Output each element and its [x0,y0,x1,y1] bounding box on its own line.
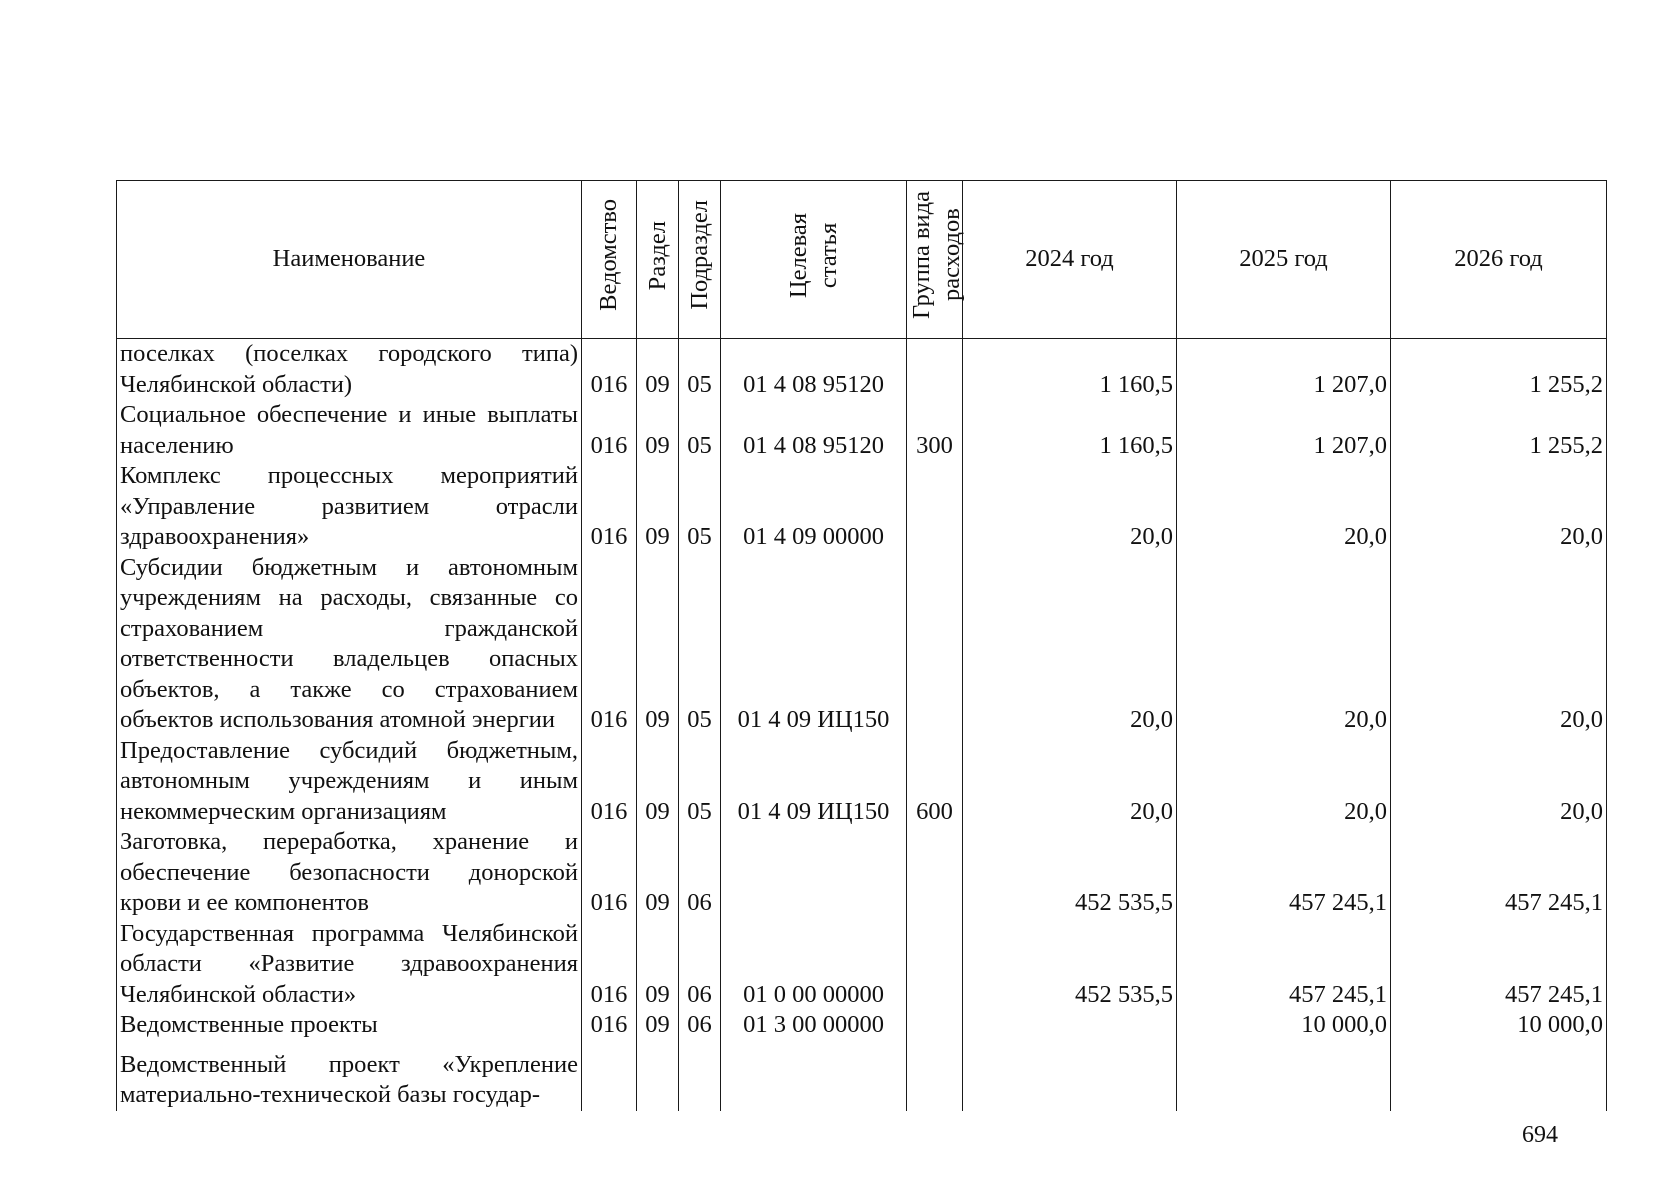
row-2024: 452 535,5 [963,919,1177,1011]
row-2026: 10 000,0 [1391,1010,1607,1041]
row-razdel: 09 [637,827,679,919]
row-podrazdel [679,1041,721,1111]
table-header-row [117,181,1607,339]
row-gruppa: 600 [907,736,963,828]
row-tselevaya: 01 4 09 00000 [721,461,907,553]
table-row [117,827,1607,919]
row-vedomstvo: 016 [582,553,637,736]
table-row [117,553,1607,736]
row-vedomstvo: 016 [582,827,637,919]
row-2026 [1391,1041,1607,1111]
row-2024: 20,0 [963,553,1177,736]
row-gruppa [907,827,963,919]
row-2024: 20,0 [963,461,1177,553]
row-2025: 20,0 [1177,553,1391,736]
row-tselevaya: 01 4 09 ИЦ150 [721,736,907,828]
row-2024: 20,0 [963,736,1177,828]
row-2026: 457 245,1 [1391,827,1607,919]
row-razdel: 09 [637,919,679,1011]
row-2024: 452 535,5 [963,827,1177,919]
row-razdel: 09 [637,1010,679,1041]
row-podrazdel: 05 [679,400,721,461]
row-2024: 1 160,5 [963,400,1177,461]
header-gruppa-vida [907,181,963,339]
row-2024: 1 160,5 [963,339,1177,401]
row-2025: 1 207,0 [1177,339,1391,401]
header-razdel-label: Раздел [643,220,671,290]
row-name: Субсидии бюджетным и автономным учреждениям на расходы, связанные со страхованием гражданской ответственности владельцев опасных объектов, а также со страхованием объектов использования атомной энергии [117,553,582,736]
row-vedomstvo: 016 [582,1010,637,1041]
row-name: Заготовка, переработка, хранение и обеспечение безопасности донорской крови и ее компонентов [117,827,582,919]
row-gruppa: 300 [907,400,963,461]
table-row [117,400,1607,461]
row-vedomstvo: 016 [582,400,637,461]
row-razdel: 09 [637,400,679,461]
row-podrazdel: 06 [679,827,721,919]
row-razdel [637,1041,679,1111]
row-vedomstvo: 016 [582,461,637,553]
row-tselevaya: 01 0 00 00000 [721,919,907,1011]
row-podrazdel: 06 [679,1010,721,1041]
row-2025: 20,0 [1177,736,1391,828]
table-row [117,461,1607,553]
row-2024 [963,1041,1177,1111]
header-year-2024: 2024 год [963,181,1177,339]
header-vedomstvo [582,181,637,339]
row-tselevaya: 01 4 08 95120 [721,339,907,401]
row-podrazdel: 06 [679,919,721,1011]
row-vedomstvo [582,1041,637,1111]
row-name: поселках (поселках городского типа) Челябинской области) [117,339,582,401]
row-2025: 457 245,1 [1177,919,1391,1011]
row-gruppa [907,1010,963,1041]
row-2025: 457 245,1 [1177,827,1391,919]
header-podrazdel [679,181,721,339]
row-name: Ведомственные проекты [117,1010,582,1041]
row-vedomstvo: 016 [582,919,637,1011]
row-tselevaya: 01 4 09 ИЦ150 [721,553,907,736]
row-2026: 1 255,2 [1391,400,1607,461]
header-podrazdel-label: Подраздел [685,200,713,311]
table-row [117,339,1607,401]
table-row [117,919,1607,1011]
row-2025: 20,0 [1177,461,1391,553]
row-tselevaya [721,1041,907,1111]
row-tselevaya: 01 3 00 00000 [721,1010,907,1041]
header-tselevaya-line2: статья [814,222,842,288]
row-gruppa [907,1041,963,1111]
row-razdel: 09 [637,736,679,828]
header-gruppa-line2: расходов [938,208,965,302]
row-razdel: 09 [637,461,679,553]
row-2025 [1177,1041,1391,1111]
header-razdel [637,181,679,339]
row-tselevaya [721,827,907,919]
header-gruppa-label [907,191,967,319]
header-vedomstvo-label: Ведомство [595,199,622,312]
row-razdel: 09 [637,339,679,401]
row-2026: 20,0 [1391,461,1607,553]
row-name: Ведомственный проект «Укрепление материально-технической базы государ- [117,1041,582,1111]
row-name: Государственная программа Челябинской области «Развитие здравоохранения Челябинской области» [117,919,582,1011]
row-2025: 1 207,0 [1177,400,1391,461]
row-gruppa [907,553,963,736]
row-gruppa [907,339,963,401]
table-row [117,1010,1607,1041]
row-2025: 10 000,0 [1177,1010,1391,1041]
table-row [117,1041,1607,1111]
row-name: Комплекс процессных мероприятий «Управление развитием отрасли здравоохранения» [117,461,582,553]
page-number: 694 [1522,1122,1558,1148]
row-2026: 20,0 [1391,736,1607,828]
row-2026: 20,0 [1391,553,1607,736]
header-tselevaya-label [784,213,844,298]
row-podrazdel: 05 [679,339,721,401]
header-tselevaya-statya [721,181,907,339]
row-2024 [963,1010,1177,1041]
row-2026: 1 255,2 [1391,339,1607,401]
row-name: Социальное обеспечение и иные выплаты населению [117,400,582,461]
row-gruppa [907,461,963,553]
row-name: Предоставление субсидий бюджетным, автономным учреждениям и иным некоммерческим организациям [117,736,582,828]
row-vedomstvo: 016 [582,736,637,828]
header-tselevaya-line1: Целевая [784,212,812,298]
row-vedomstvo: 016 [582,339,637,401]
row-gruppa [907,919,963,1011]
row-tselevaya: 01 4 08 95120 [721,400,907,461]
row-razdel: 09 [637,553,679,736]
row-podrazdel: 05 [679,461,721,553]
row-podrazdel: 05 [679,736,721,828]
table-row [117,736,1607,828]
header-year-2026: 2026 год [1391,181,1607,339]
row-2026: 457 245,1 [1391,919,1607,1011]
header-name: Наименование [117,181,582,339]
header-gruppa-line1: Группа вида [908,191,935,320]
row-podrazdel: 05 [679,553,721,736]
header-year-2025: 2025 год [1177,181,1391,339]
budget-table [116,180,1607,1111]
